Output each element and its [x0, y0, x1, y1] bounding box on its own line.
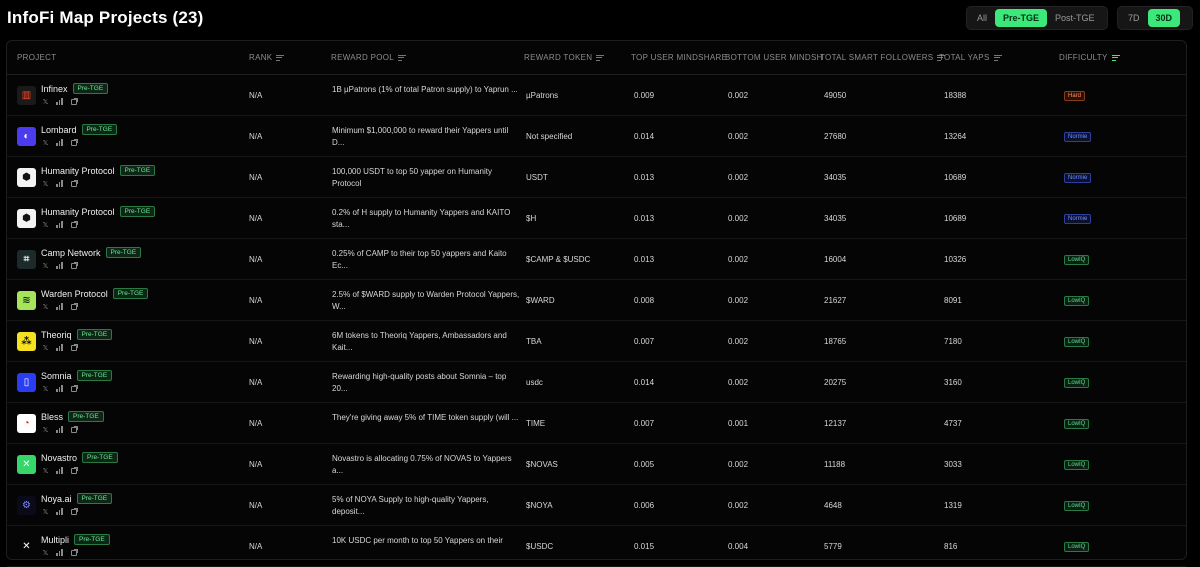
- table-row[interactable]: [7, 403, 1186, 444]
- reward-token-cell: TBA: [526, 337, 542, 346]
- col-total-yaps[interactable]: TOTAL YAPS: [939, 53, 1002, 62]
- page-header: [0, 0, 1200, 38]
- project-name[interactable]: Bless: [41, 411, 64, 422]
- x-icon[interactable]: 𝕏: [42, 98, 49, 106]
- rank-cell: N/A: [249, 173, 263, 182]
- page-title: InfoFi Map Projects (23): [7, 8, 204, 27]
- top-mindshare-cell: 0.009: [634, 91, 655, 100]
- x-icon[interactable]: 𝕏: [42, 221, 49, 229]
- external-link-icon[interactable]: [70, 262, 77, 269]
- project-name[interactable]: Theoriq: [41, 329, 72, 340]
- bottom-mindshare-cell: 0.002: [728, 91, 749, 100]
- reward-pool-cell: 6M tokens to Theoriq Yappers, Ambassadors and Kait...: [332, 331, 507, 352]
- x-icon[interactable]: 𝕏: [42, 262, 49, 270]
- project-links: [42, 467, 77, 474]
- bottom-mindshare-cell: 0.002: [728, 214, 749, 223]
- project-name[interactable]: Multipli: [41, 534, 70, 545]
- table-row[interactable]: [7, 116, 1186, 157]
- sort-icon[interactable]: [994, 55, 1002, 61]
- reward-pool-cell: 0.2% of H supply to Humanity Yappers and KAITO sta...: [332, 208, 511, 229]
- camp-network-logo: ⌗: [17, 250, 36, 269]
- rank-cell: N/A: [249, 91, 263, 100]
- reward-pool-cell: Rewarding high-quality posts about Somnia – top 20...: [332, 372, 507, 393]
- status-badge: Pre-TGE: [73, 83, 109, 94]
- col-reward-pool[interactable]: REWARD POOL: [331, 53, 406, 62]
- somnia-logo: ▯: [17, 373, 36, 392]
- project-links: [42, 426, 77, 433]
- total-yaps-cell: 18388: [944, 91, 967, 100]
- bottom-mindshare-cell: 0.002: [728, 460, 749, 469]
- smart-followers-cell: 49050: [824, 91, 847, 100]
- rank-cell: N/A: [249, 542, 263, 551]
- smart-followers-cell: 21627: [824, 296, 847, 305]
- project-links: [42, 549, 77, 556]
- smart-followers-cell: 12137: [824, 419, 847, 428]
- col-smart-followers[interactable]: TOTAL SMART FOLLOWERS: [820, 53, 945, 62]
- project-links: [42, 221, 77, 228]
- x-icon[interactable]: 𝕏: [42, 303, 49, 311]
- external-link-icon[interactable]: [70, 549, 77, 556]
- reward-token-cell: $USDC: [526, 542, 554, 551]
- humanity-protocol-logo: ⬢: [17, 168, 36, 187]
- bottom-mindshare-cell: 0.002: [728, 337, 749, 346]
- col-reward-token[interactable]: REWARD TOKEN: [524, 53, 604, 62]
- external-link-icon[interactable]: [70, 467, 77, 474]
- reward-token-cell: $NOYA: [526, 501, 553, 510]
- sort-icon[interactable]: [398, 55, 406, 61]
- total-yaps-cell: 10326: [944, 255, 967, 264]
- external-link-icon[interactable]: [70, 180, 77, 187]
- difficulty-badge: LowIQ: [1064, 337, 1089, 347]
- col-bottom-mindshare[interactable]: BOTTOM USER MINDSH: [725, 53, 823, 62]
- x-icon[interactable]: 𝕏: [42, 180, 49, 188]
- table-header: [7, 41, 1186, 75]
- period-30d-button[interactable]: 30D: [1148, 9, 1181, 27]
- top-mindshare-cell: 0.015: [634, 542, 655, 551]
- reward-pool-cell: 0.25% of CAMP to their top 50 yappers and Kaito Ec...: [332, 249, 507, 270]
- filter-pre-tge-button[interactable]: Pre-TGE: [995, 9, 1047, 27]
- stage-filter: [966, 6, 1108, 30]
- rank-cell: N/A: [249, 255, 263, 264]
- reward-pool-cell: 100,000 USDT to top 50 yapper on Humanity Protocol: [332, 167, 492, 188]
- rank-cell: N/A: [249, 296, 263, 305]
- project-name[interactable]: Lombard: [41, 124, 77, 135]
- bottom-mindshare-cell: 0.001: [728, 419, 749, 428]
- top-mindshare-cell: 0.014: [634, 378, 655, 387]
- rank-cell: N/A: [249, 132, 263, 141]
- filter-post-tge-button[interactable]: Post-TGE: [1055, 13, 1095, 23]
- rank-cell: N/A: [249, 337, 263, 346]
- top-mindshare-cell: 0.008: [634, 296, 655, 305]
- difficulty-badge: LowIQ: [1064, 378, 1089, 388]
- chart-icon[interactable]: [56, 221, 63, 228]
- top-mindshare-cell: 0.005: [634, 460, 655, 469]
- external-link-icon[interactable]: [70, 508, 77, 515]
- total-yaps-cell: 10689: [944, 173, 967, 182]
- external-link-icon[interactable]: [70, 426, 77, 433]
- project-name[interactable]: Humanity Protocol: [41, 206, 115, 217]
- col-project: PROJECT: [17, 53, 57, 62]
- smart-followers-cell: 34035: [824, 173, 847, 182]
- chart-icon[interactable]: [56, 467, 63, 474]
- x-icon[interactable]: 𝕏: [42, 344, 49, 352]
- table-row[interactable]: [7, 198, 1186, 239]
- bottom-mindshare-cell: 0.004: [728, 542, 749, 551]
- bottom-mindshare-cell: 0.002: [728, 173, 749, 182]
- table-row[interactable]: [7, 280, 1186, 321]
- top-mindshare-cell: 0.007: [634, 419, 655, 428]
- reward-pool-cell: 10K USDC per month to top 50 Yappers on their: [332, 536, 503, 545]
- total-yaps-cell: 4737: [944, 419, 962, 428]
- smart-followers-cell: 18765: [824, 337, 847, 346]
- bottom-mindshare-cell: 0.002: [728, 132, 749, 141]
- total-yaps-cell: 3033: [944, 460, 962, 469]
- reward-token-cell: $CAMP & $USDC: [526, 255, 591, 264]
- table-row[interactable]: [7, 362, 1186, 403]
- reward-pool-cell: 1B µPatrons (1% of total Patron supply) to Yaprun ...: [332, 85, 518, 94]
- chart-icon[interactable]: [56, 139, 63, 146]
- total-yaps-cell: 816: [944, 542, 958, 551]
- x-icon[interactable]: 𝕏: [42, 549, 49, 557]
- project-name[interactable]: Warden Protocol: [41, 288, 108, 299]
- table-row[interactable]: [7, 157, 1186, 198]
- rank-cell: N/A: [249, 378, 263, 387]
- reward-pool-cell: 5% of NOYA Supply to high-quality Yappers, deposit...: [332, 495, 489, 516]
- external-link-icon[interactable]: [70, 385, 77, 392]
- table-row[interactable]: [7, 526, 1186, 567]
- col-top-mindshare[interactable]: TOP USER MINDSHARE: [631, 53, 728, 62]
- external-link-icon[interactable]: [70, 344, 77, 351]
- table-row[interactable]: [7, 485, 1186, 526]
- chart-icon[interactable]: [56, 344, 63, 351]
- theoriq-logo: ⁂: [17, 332, 36, 351]
- smart-followers-cell: 20275: [824, 378, 847, 387]
- top-mindshare-cell: 0.014: [634, 132, 655, 141]
- chart-icon[interactable]: [56, 508, 63, 515]
- x-icon[interactable]: 𝕏: [42, 426, 49, 434]
- reward-token-cell: USDT: [526, 173, 548, 182]
- project-links: [42, 344, 77, 351]
- chart-icon[interactable]: [56, 262, 63, 269]
- project-name[interactable]: Noya.ai: [41, 493, 72, 504]
- project-links: [42, 98, 77, 105]
- reward-pool-cell: Novastro is allocating 0.75% of NOVAS to Yappers a...: [332, 454, 512, 475]
- reward-token-cell: $WARD: [526, 296, 555, 305]
- difficulty-badge: Normie: [1064, 173, 1091, 183]
- difficulty-badge: LowIQ: [1064, 255, 1089, 265]
- x-icon[interactable]: 𝕏: [42, 385, 49, 393]
- filter-all-button[interactable]: All: [977, 13, 988, 23]
- project-name[interactable]: Novastro: [41, 452, 78, 463]
- x-icon[interactable]: 𝕏: [42, 139, 49, 147]
- chart-icon[interactable]: [56, 303, 63, 310]
- external-link-icon[interactable]: [70, 221, 77, 228]
- period-filter: [1117, 6, 1193, 30]
- total-yaps-cell: 8091: [944, 296, 962, 305]
- bless-logo: ◔: [17, 414, 36, 433]
- bottom-mindshare-cell: 0.002: [728, 501, 749, 510]
- reward-token-cell: µPatrons: [526, 91, 559, 100]
- smart-followers-cell: 16004: [824, 255, 847, 264]
- status-badge: Pre-TGE: [113, 288, 149, 299]
- difficulty-badge: LowIQ: [1064, 501, 1089, 511]
- table-row[interactable]: [7, 239, 1186, 280]
- difficulty-badge: LowIQ: [1064, 542, 1089, 552]
- project-name[interactable]: Humanity Protocol: [41, 165, 115, 176]
- smart-followers-cell: 27680: [824, 132, 847, 141]
- humanity-protocol-logo: ⬢: [17, 209, 36, 228]
- status-badge: Pre-TGE: [106, 247, 142, 258]
- bottom-mindshare-cell: 0.002: [728, 296, 749, 305]
- infinex-logo: ▥: [17, 86, 36, 105]
- difficulty-badge: Hard: [1064, 91, 1085, 101]
- reward-pool-cell: Minimum $1,000,000 to reward their Yappers until D...: [332, 126, 509, 147]
- project-links: [42, 508, 77, 515]
- project-name[interactable]: Camp Network: [41, 247, 101, 258]
- reward-token-cell: Not specified: [526, 132, 573, 141]
- col-rank[interactable]: RANK: [249, 53, 284, 62]
- top-mindshare-cell: 0.013: [634, 214, 655, 223]
- smart-followers-cell: 11188: [824, 460, 846, 469]
- project-links: [42, 139, 77, 146]
- status-badge: Pre-TGE: [68, 411, 104, 422]
- project-links: [42, 303, 77, 310]
- chart-icon[interactable]: [56, 180, 63, 187]
- lombard-logo: ◐: [17, 127, 36, 146]
- difficulty-badge: Normie: [1064, 214, 1091, 224]
- reward-pool-cell: They're giving away 5% of TIME token supply (will ...: [332, 413, 519, 422]
- period-7d-button[interactable]: 7D: [1128, 13, 1140, 23]
- reward-token-cell: usdc: [526, 378, 543, 387]
- reward-token-cell: TIME: [526, 419, 546, 428]
- difficulty-badge: LowIQ: [1064, 460, 1089, 470]
- rank-cell: N/A: [249, 419, 263, 428]
- total-yaps-cell: 13264: [944, 132, 967, 141]
- total-yaps-cell: 7180: [944, 337, 962, 346]
- status-badge: Pre-TGE: [77, 493, 113, 504]
- top-mindshare-cell: 0.013: [634, 173, 655, 182]
- project-name[interactable]: Somnia: [41, 370, 72, 381]
- status-badge: Pre-TGE: [120, 206, 156, 217]
- project-name[interactable]: Infinex: [41, 83, 68, 94]
- top-mindshare-cell: 0.006: [634, 501, 655, 510]
- novastro-logo: ✕: [17, 455, 36, 474]
- sort-active-icon[interactable]: [1112, 55, 1120, 61]
- smart-followers-cell: 34035: [824, 214, 847, 223]
- bottom-mindshare-cell: 0.002: [728, 378, 749, 387]
- smart-followers-cell: 5779: [824, 542, 842, 551]
- projects-table: [6, 40, 1187, 560]
- table-row[interactable]: [7, 321, 1186, 362]
- chart-icon[interactable]: [56, 385, 63, 392]
- table-row[interactable]: [7, 75, 1186, 116]
- total-yaps-cell: 10689: [944, 214, 967, 223]
- reward-token-cell: $H: [526, 214, 537, 223]
- project-links: [42, 385, 77, 392]
- external-link-icon[interactable]: [70, 303, 77, 310]
- rank-cell: N/A: [249, 214, 263, 223]
- status-badge: Pre-TGE: [74, 534, 110, 545]
- chart-icon[interactable]: [56, 426, 63, 433]
- external-link-icon[interactable]: [70, 98, 77, 105]
- top-mindshare-cell: 0.007: [634, 337, 655, 346]
- project-links: [42, 180, 77, 187]
- noya-logo: ⚙: [17, 496, 36, 515]
- table-row[interactable]: [7, 444, 1186, 485]
- external-link-icon[interactable]: [70, 139, 77, 146]
- bottom-mindshare-cell: 0.002: [728, 255, 749, 264]
- reward-pool-cell: 2.5% of $WARD supply to Warden Protocol Yappers, W...: [332, 290, 520, 311]
- difficulty-badge: LowIQ: [1064, 419, 1089, 429]
- warden-protocol-logo: ≋: [17, 291, 36, 310]
- sort-icon[interactable]: [596, 55, 604, 61]
- sort-icon[interactable]: [276, 55, 284, 61]
- rank-cell: N/A: [249, 501, 263, 510]
- difficulty-badge: LowIQ: [1064, 296, 1089, 306]
- total-yaps-cell: 3160: [944, 378, 962, 387]
- status-badge: Pre-TGE: [77, 329, 113, 340]
- status-badge: Pre-TGE: [120, 165, 156, 176]
- multipli-logo: ✕: [17, 537, 36, 556]
- reward-token-cell: $NOVAS: [526, 460, 558, 469]
- x-icon[interactable]: 𝕏: [42, 508, 49, 516]
- rank-cell: N/A: [249, 460, 263, 469]
- chart-icon[interactable]: [56, 549, 63, 556]
- chart-icon[interactable]: [56, 98, 63, 105]
- status-badge: Pre-TGE: [77, 370, 113, 381]
- top-mindshare-cell: 0.013: [634, 255, 655, 264]
- x-icon[interactable]: 𝕏: [42, 467, 49, 475]
- total-yaps-cell: 1319: [944, 501, 962, 510]
- status-badge: Pre-TGE: [82, 124, 118, 135]
- smart-followers-cell: 4648: [824, 501, 842, 510]
- project-links: [42, 262, 77, 269]
- col-difficulty[interactable]: DIFFICULTY: [1059, 53, 1120, 62]
- difficulty-badge: Normie: [1064, 132, 1091, 142]
- status-badge: Pre-TGE: [82, 452, 118, 463]
